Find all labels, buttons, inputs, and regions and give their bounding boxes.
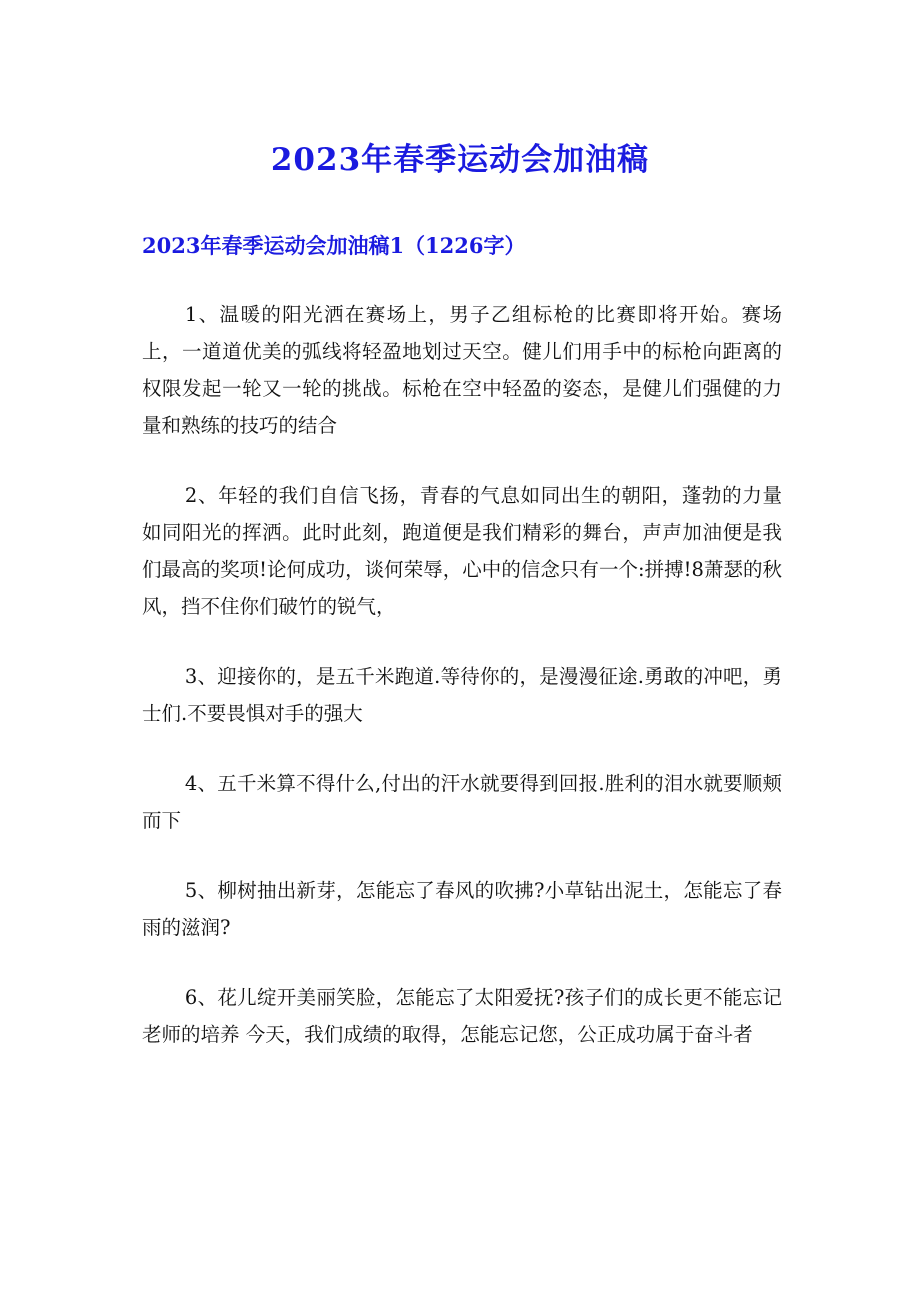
paragraph-5: 5、柳树抽出新芽，怎能忘了春风的吹拂?小草钻出泥土，怎能忘了春雨的滋润? [142, 879, 782, 939]
document-title: 2023年春季运动会加油稿 [270, 142, 650, 178]
document-body [142, 296, 782, 1086]
paragraph-1: 1、温暖的阳光洒在赛场上，男子乙组标枪的比赛即将开始。赛场上，一道道优美的弧线将轻盈地划过天空。健儿们用手中的标枪向距离的权限发起一轮又一轮的挑战。标枪在空中轻盈的姿态，是健儿们强健的力量和熟练的技巧的结合 [142, 303, 782, 437]
section-heading: 2023年春季运动会加油稿1（1226字） [142, 233, 526, 258]
paragraph-6: 6、花儿绽开美丽笑脸，怎能忘了太阳爱抚?孩子们的成长更不能忘记老师的培养 今天，我们成绩的取得，怎能忘记您，公正成功属于奋斗者 [142, 986, 782, 1046]
paragraph-3: 3、迎接你的，是五千米跑道.等待你的，是漫漫征途.勇敢的冲吧，勇士们.不要畏惧对手的强大 [142, 665, 782, 725]
paragraph-4: 4、五千米算不得什么,付出的汗水就要得到回报.胜利的泪水就要顺颊而下 [142, 772, 782, 832]
paragraph-2: 2、年轻的我们自信飞扬，青春的气息如同出生的朝阳，蓬勃的力量如同阳光的挥洒。此时此刻，跑道便是我们精彩的舞台，声声加油便是我们最高的奖项!论何成功，谈何荣辱，心中的信念只有一个:拼搏!8萧瑟的秋风，挡不住你们破竹的锐气， [142, 484, 782, 618]
